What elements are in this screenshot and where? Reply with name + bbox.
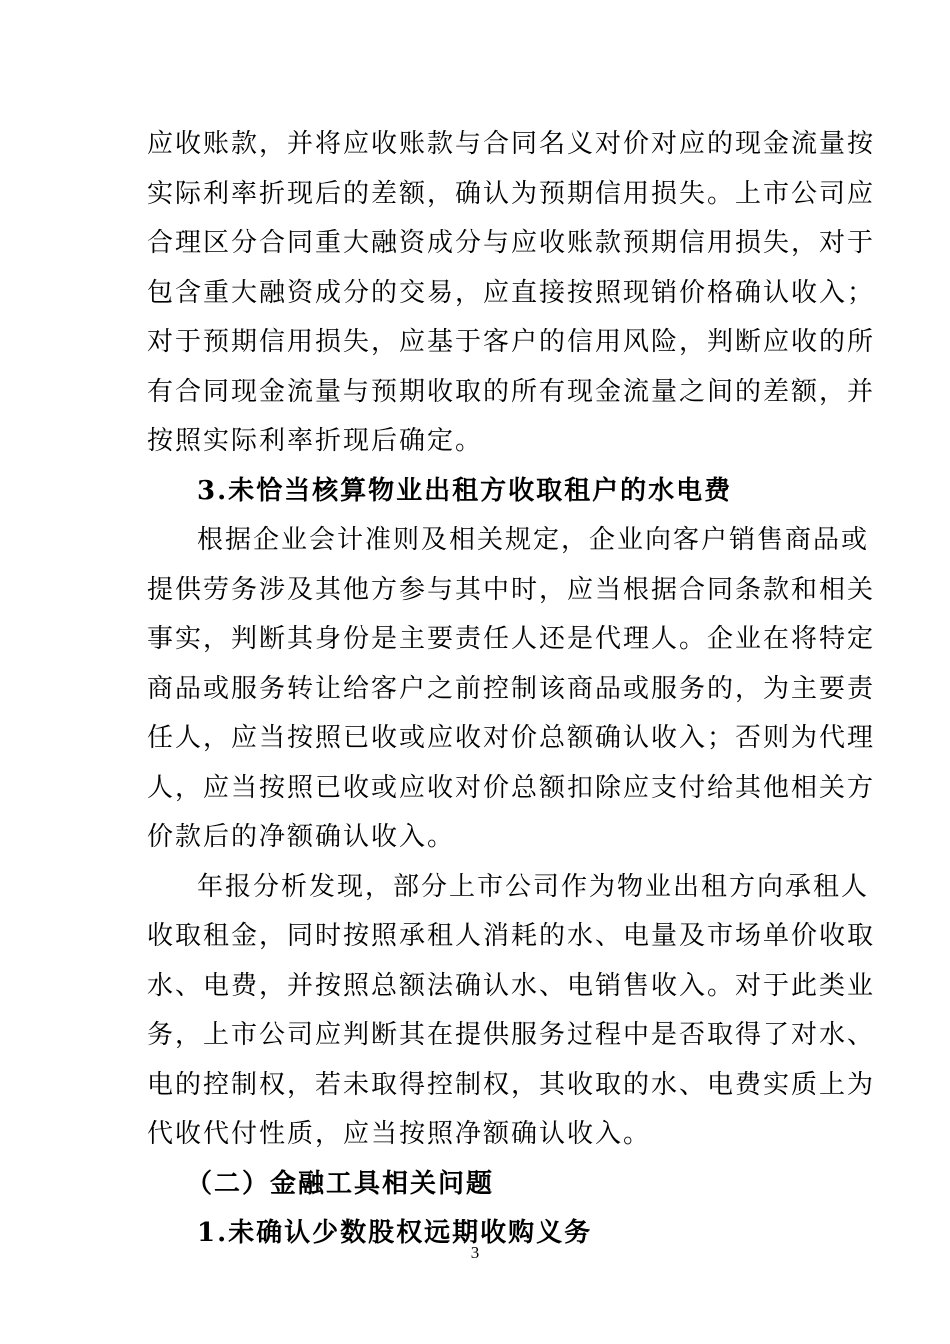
paragraph-line: 年报分析发现，部分上市公司作为物业出租方向承租人 — [197, 872, 870, 902]
paragraph-line: 有合同现金流量与预期收取的所有现金流量之间的差额，并 — [147, 377, 876, 407]
page-number: 3 — [470, 1243, 480, 1262]
subheading: 1.未确认少数股权远期收购义务 — [197, 1218, 593, 1248]
section-heading-3: 3.未恰当核算物业出租方收取租户的水电费 — [197, 476, 733, 506]
paragraph-line: 商品或服务转让给客户之前控制该商品或服务的，为主要责 — [147, 674, 876, 704]
paragraph-line: 合理区分合同重大融资成分与应收账款预期信用损失，对于 — [147, 228, 876, 258]
paragraph-line: 人，应当按照已收或应收对价总额扣除应支付给其他相关方 — [147, 773, 876, 803]
paragraph-line: 收取租金，同时按照承租人消耗的水、电量及市场单价收取 — [147, 921, 876, 951]
paragraph-line: 代收代付性质，应当按照净额确认收入。 — [147, 1119, 652, 1149]
paragraph-line: 包含重大融资成分的交易，应直接按照现销价格确认收入； — [147, 278, 876, 308]
paragraph-line: 电的控制权，若未取得控制权，其收取的水、电费实质上为 — [147, 1070, 876, 1100]
paragraph-line: 事实，判断其身份是主要责任人还是代理人。企业在将特定 — [147, 624, 876, 654]
paragraph-line: 提供劳务涉及其他方参与其中时，应当根据合同条款和相关 — [147, 575, 876, 605]
paragraph-line: 实际利率折现后的差额，确认为预期信用损失。上市公司应 — [147, 179, 876, 209]
paragraph-line: 按照实际利率折现后确定。 — [147, 426, 484, 456]
paragraph-line: 应收账款，并将应收账款与合同名义对价对应的现金流量按 — [147, 129, 876, 159]
paragraph-line: 水、电费，并按照总额法确认水、电销售收入。对于此类业 — [147, 971, 876, 1001]
paragraph-line: 根据企业会计准则及相关规定，企业向客户销售商品或 — [197, 525, 870, 555]
section-heading: （二）金融工具相关问题 — [186, 1169, 495, 1199]
paragraph-line: 价款后的净额确认收入。 — [147, 822, 456, 852]
paragraph-line: 任人，应当按照已收或应收对价总额确认收入；否则为代理 — [147, 723, 876, 753]
paragraph-line: 对于预期信用损失，应基于客户的信用风险，判断应收的所 — [147, 327, 876, 357]
paragraph-line: 务，上市公司应判断其在提供服务过程中是否取得了对水、 — [147, 1020, 876, 1050]
